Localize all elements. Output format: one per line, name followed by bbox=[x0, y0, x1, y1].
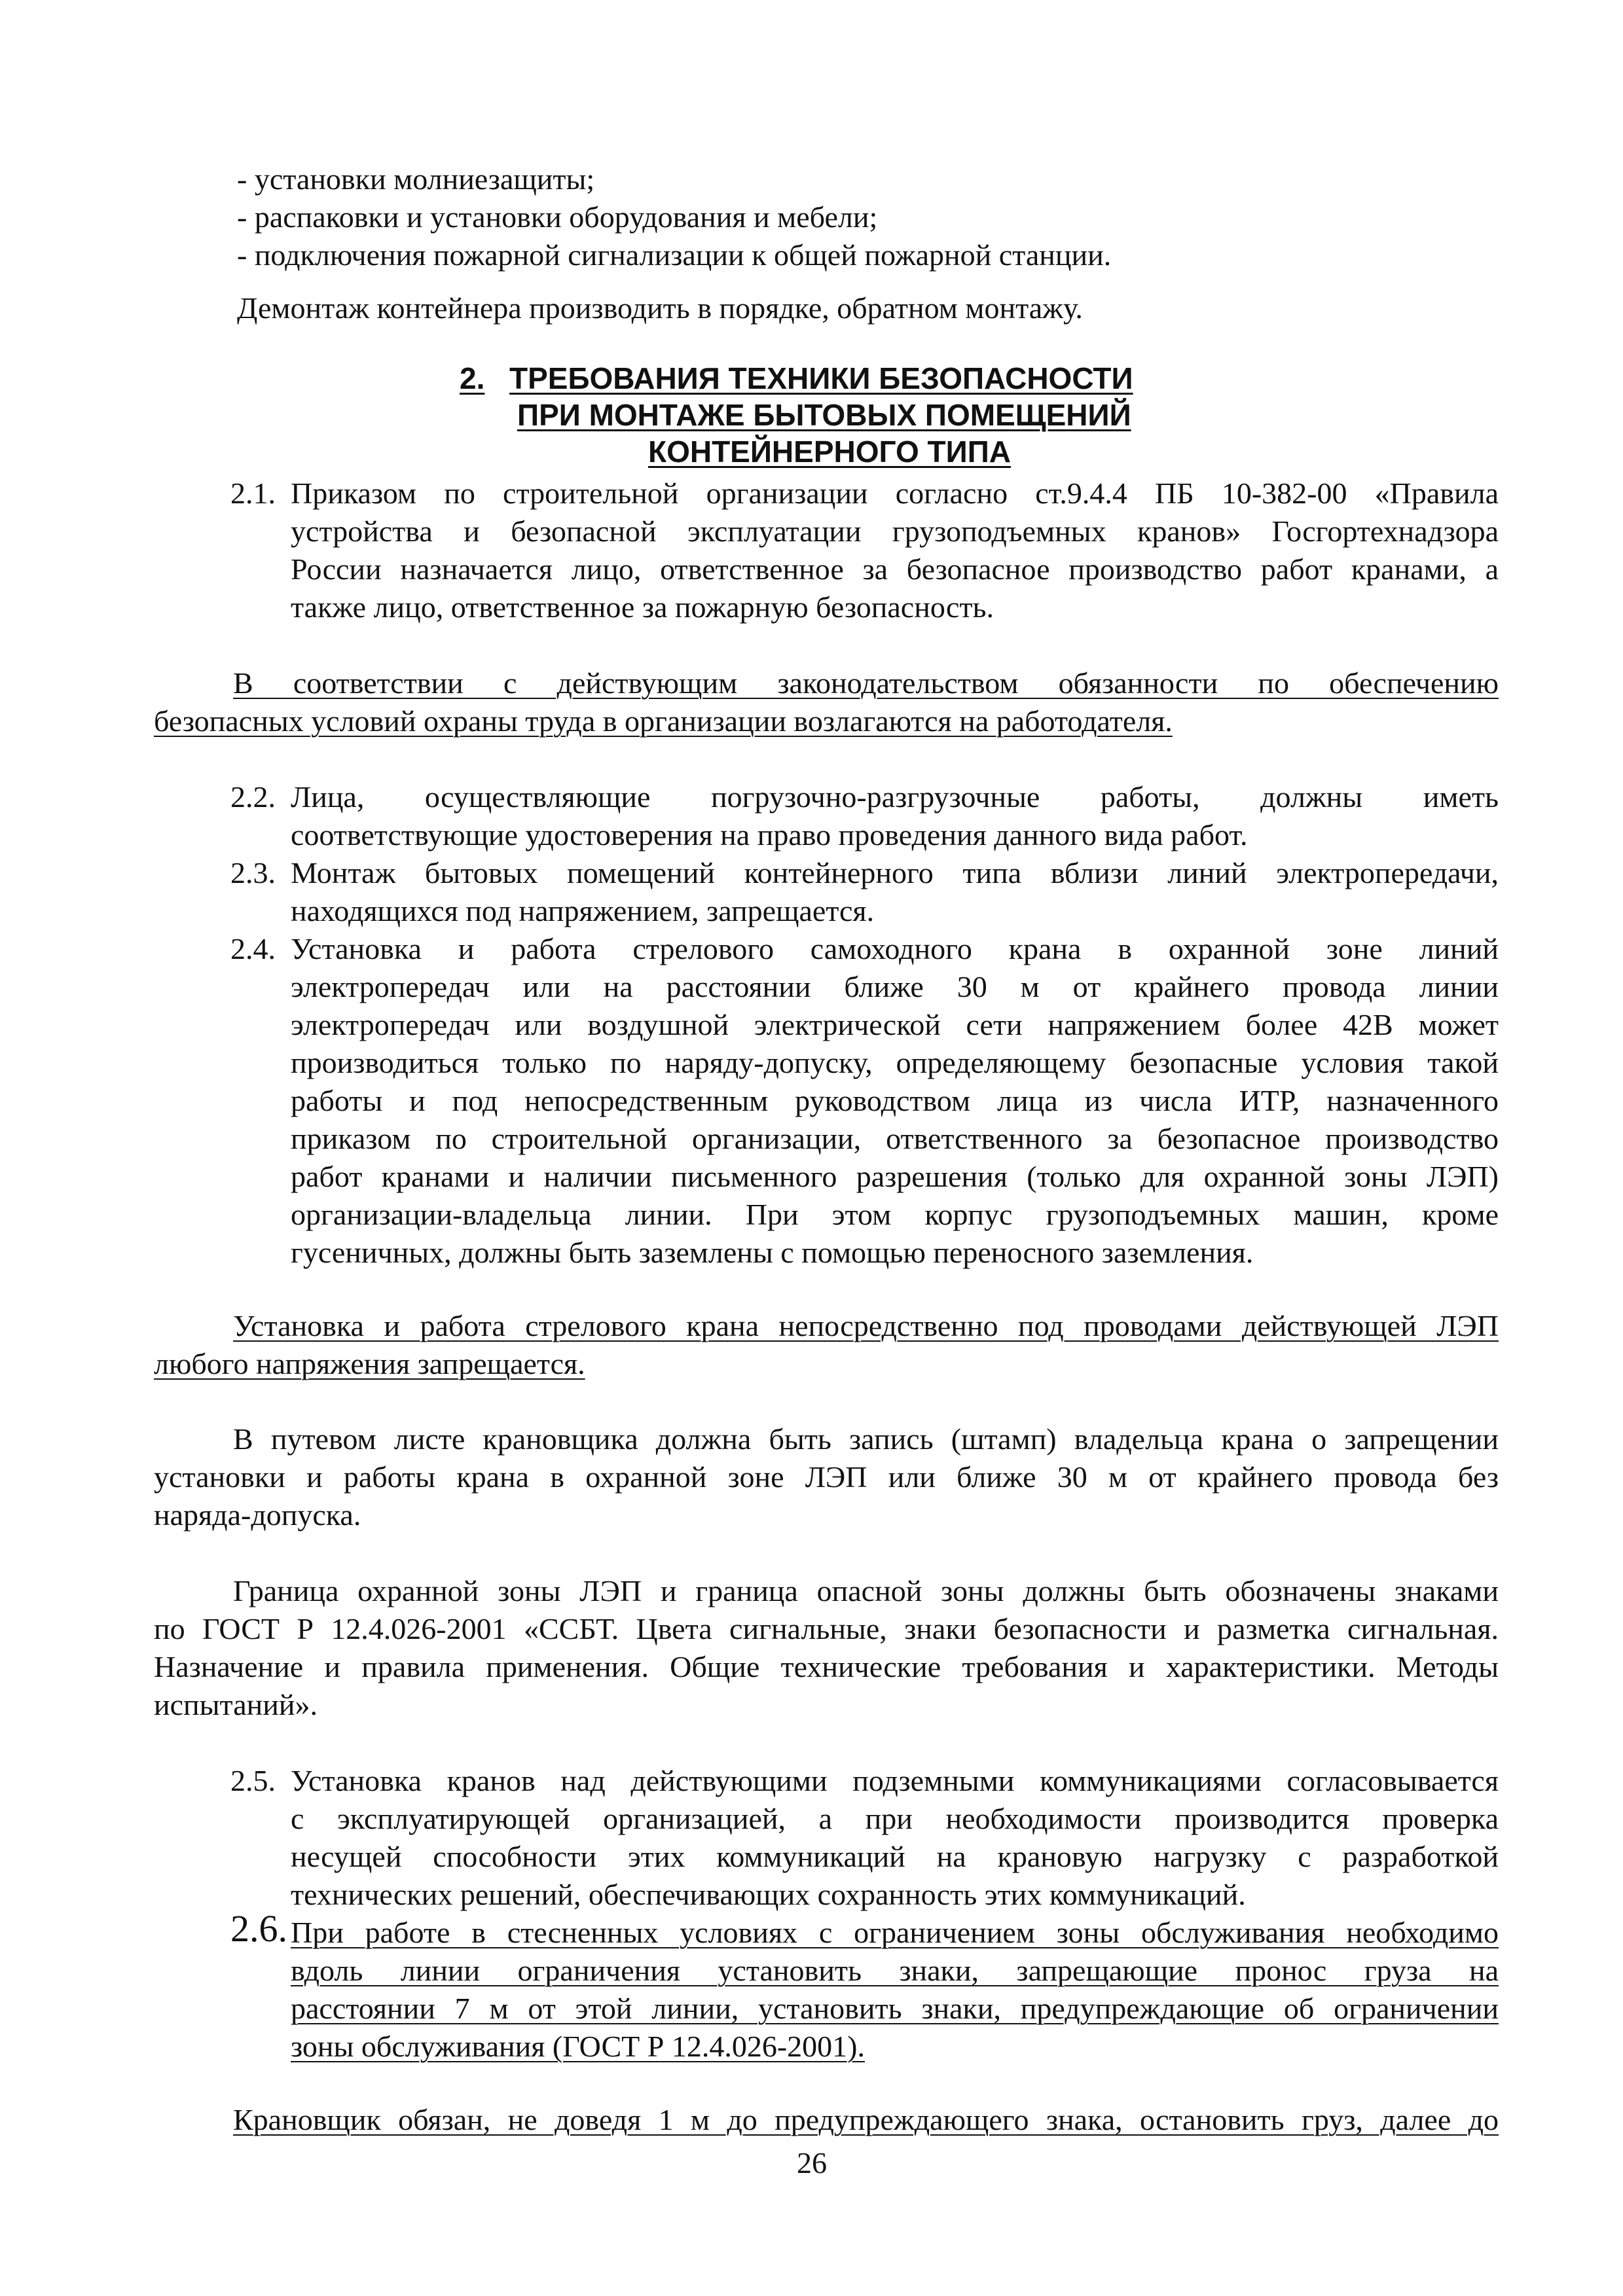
zone-marking-line-3: Назначение и правила применения. Общие технические требования и характеристики. Методы bbox=[154, 1650, 1499, 1683]
waybill-note-line-2: установки и работы крана в охранной зоне ЛЭП или ближе 30 м от крайнего провода без bbox=[154, 1460, 1499, 1494]
list-item-unpacking: - распаковки и установки оборудования и мебели; bbox=[237, 200, 878, 234]
item-2-4-line-2: электропередач или на расстоянии ближе 30 м от крайнего провода линии bbox=[291, 970, 1499, 1003]
waybill-note-line-1: В путевом листе крановщика должна быть запись (штамп) владельца крана о запрещении bbox=[233, 1422, 1499, 1456]
item-number-2-6: 2.6. bbox=[230, 1907, 287, 1950]
item-2-6-line-2: вдоль линии ограничения установить знаки, запрещающие пронос груза на bbox=[291, 1954, 1499, 1987]
operator-duty-line-1: Крановщик обязан, не доведя 1 м до предупреждающего знака, остановить груз, далее до bbox=[233, 2103, 1499, 2136]
item-2-1-line-2: устройства и безопасной эксплуатации грузоподъемных кранов» Госгортехнадзора bbox=[291, 514, 1499, 548]
item-2-6-line-3: расстоянии 7 м от этой линии, установить знаки, предупреждающие об ограничении bbox=[291, 1992, 1499, 2025]
item-2-4-line-1: Установка и работа стрелового самоходного крана в охранной зоне линий bbox=[291, 932, 1499, 965]
section-number: 2. bbox=[460, 361, 485, 395]
item-2-4-line-7: работ кранами и наличии письменного разрешения (только для охранной зоны ЛЭП) bbox=[291, 1160, 1499, 1193]
list-item-fire-alarm: - подключения пожарной сигнализации к общей пожарной станции. bbox=[237, 238, 1112, 272]
zone-marking-line-2: по ГОСТ Р 12.4.026-2001 «ССБТ. Цвета сигнальные, знаки безопасности и разметка сигнальная. bbox=[154, 1612, 1499, 1645]
item-2-5-line-1: Установка кранов над действующими подземными коммуникациями согласовывается bbox=[291, 1764, 1499, 1797]
zone-marking-line-1: Граница охранной зоны ЛЭП и граница опасной зоны должны быть обозначены знаками bbox=[233, 1574, 1499, 1607]
item-2-1-line-1: Приказом по строительной организации согласно ст.9.4.4 ПБ 10-382-00 «Правила bbox=[291, 476, 1499, 510]
item-number-2-3: 2.3. bbox=[230, 856, 276, 889]
item-2-2-line-2: соответствующие удостоверения на право проведения данного вида работ. bbox=[291, 818, 1248, 852]
item-2-6-line-4: зоны обслуживания (ГОСТ Р 12.4.026-2001). bbox=[291, 2030, 865, 2063]
list-item-lightning-protection: - установки молниезащиты; bbox=[237, 162, 595, 196]
item-number-2-5: 2.5. bbox=[230, 1764, 276, 1797]
item-number-2-1: 2.1. bbox=[230, 476, 276, 510]
item-2-2-line-1: Лица, осуществляющие погрузочно-разгрузочные работы, должны иметь bbox=[291, 780, 1499, 814]
item-number-2-4: 2.4. bbox=[230, 932, 276, 965]
item-2-6-line-1: При работе в стесненных условиях с ограничением зоны обслуживания необходимо bbox=[291, 1916, 1499, 1949]
item-2-5-line-4: технических решений, обеспечивающих сохранность этих коммуникаций. bbox=[291, 1878, 1246, 1911]
waybill-note-line-3: наряда-допуска. bbox=[154, 1498, 361, 1532]
item-2-3-line-1: Монтаж бытовых помещений контейнерного типа вблизи линий электропередачи, bbox=[291, 856, 1499, 889]
page-number: 26 bbox=[797, 2146, 827, 2179]
item-2-4-line-3: электропередач или воздушной электрической сети напряжением более 42В может bbox=[291, 1008, 1499, 1041]
item-2-4-line-4: производиться только по наряду-допуску, определяющему безопасные условия такой bbox=[291, 1046, 1499, 1079]
crane-under-wires-line-1: Установка и работа стрелового крана непосредственно под проводами действующей ЛЭП bbox=[233, 1309, 1499, 1342]
employer-duty-line-2: безопасных условий охраны труда в организации возлагаются на работодателя. bbox=[154, 704, 1173, 738]
item-2-4-line-5: работы и под непосредственным руководством лица из числа ИТР, назначенного bbox=[291, 1084, 1499, 1117]
crane-under-wires-line-2: любого напряжения запрещается. bbox=[154, 1347, 585, 1380]
item-2-3-line-2: находящихся под напряжением, запрещается. bbox=[291, 894, 875, 927]
employer-duty-line-1: В соответствии с действующим законодательством обязанности по обеспечению bbox=[233, 666, 1499, 700]
item-2-5-line-3: несущей способности этих коммуникаций на крановую нагрузку с разработкой bbox=[291, 1840, 1499, 1873]
item-2-4-line-9: гусеничных, должны быть заземлены с помощью переносного заземления. bbox=[291, 1236, 1254, 1269]
item-2-4-line-6: приказом по строительной организации, ответственного за безопасное производство bbox=[291, 1122, 1499, 1155]
section-title-line-1: ТРЕБОВАНИЯ ТЕХНИКИ БЕЗОПАСНОСТИ bbox=[509, 361, 1133, 395]
section-title-line-2: ПРИ МОНТАЖЕ БЫТОВЫХ ПОМЕЩЕНИЙ bbox=[517, 398, 1131, 432]
zone-marking-line-4: испытаний». bbox=[154, 1688, 318, 1721]
item-2-4-line-8: организации-владельца линии. При этом корпус грузоподъемных машин, кроме bbox=[291, 1198, 1499, 1231]
dismantling-note: Демонтаж контейнера производить в порядке, обратном монтажу. bbox=[237, 291, 1083, 325]
section-title-line-3: КОНТЕЙНЕРНОГО ТИПА bbox=[648, 435, 1011, 469]
item-2-5-line-2: с эксплуатирующей организацией, а при необходимости производится проверка bbox=[291, 1802, 1499, 1835]
item-2-1-line-4: также лицо, ответственное за пожарную безопасность. bbox=[291, 590, 994, 624]
item-2-1-line-3: России назначается лицо, ответственное за безопасное производство работ кранами, а bbox=[291, 552, 1499, 586]
item-number-2-2: 2.2. bbox=[230, 780, 276, 814]
